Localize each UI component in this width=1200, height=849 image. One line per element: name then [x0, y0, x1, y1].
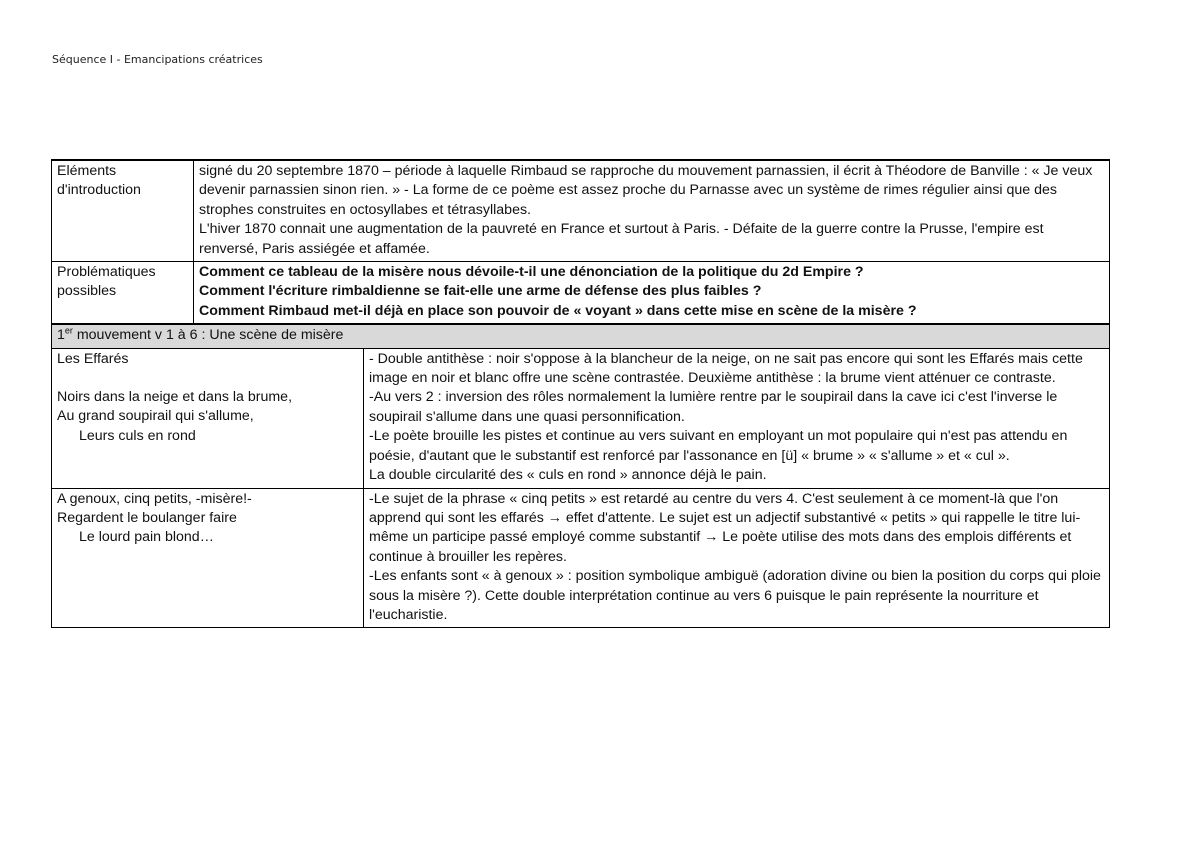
blank-line — [57, 369, 358, 388]
poem-line-indented: Leurs culs en rond — [79, 427, 196, 444]
poem-line: A genoux, cinq petits, -misère!- — [57, 490, 252, 507]
introduction-paragraph: L'hiver 1870 connait une augmentation de la pauvreté en France et surtout à Paris. - Défaite de la guerre contre la Prusse, l'empire est renversé, Paris assiégée et affamée. — [199, 221, 1044, 257]
poem-excerpt — [52, 348, 364, 488]
analysis-cell — [364, 348, 1110, 488]
poem-title: Les Effarés — [57, 350, 129, 367]
introduction-row — [52, 160, 1110, 262]
verse-row-2 — [52, 488, 1110, 628]
question-line: Comment Rimbaud met-il déjà en place son pouvoir de « voyant » dans cette mise en scène de la misère ? — [199, 302, 917, 319]
analysis-paragraph: -Le poète brouille les pistes et continue au vers suivant en employant un mot populaire qui n'est pas attendu en poésie, d'autant que le substantif est renforcé par l'assonance en [ü] « brume » « s'allume » et « cul ». — [369, 428, 1068, 464]
problematiques-row — [52, 262, 1110, 325]
movement-title: mouvement v 1 à 6 : Une scène de misère — [72, 327, 344, 344]
movement-number: 1 — [57, 327, 65, 344]
analysis-paragraph: -Au vers 2 : inversion des rôles normalement la lumière rentre par le soupirail dans la cave ici c'est l'inverse le soupirail s'allume dans une quasi personnification. — [369, 389, 1058, 425]
analysis-paragraph: - Double antithèse : noir s'oppose à la blancheur de la neige, on ne sait pas encore qui sont les Effarés mais cette image en noir et blanc offre une scène contrastée. Deuxième antithèse : la brume vient atténuer ce contraste. — [369, 350, 1083, 387]
problematiques-questions — [194, 262, 1110, 325]
introduction-text — [194, 160, 1110, 262]
poem-line: Au grand soupirail qui s'allume, — [57, 408, 254, 425]
movement-superscript: er — [64, 325, 73, 336]
movement-row — [52, 324, 1110, 348]
poem-line: Regardent le boulanger faire — [57, 509, 237, 526]
question-line: Comment ce tableau de la misère nous dévoile-t-il une dénonciation de la politique du 2d Empire ? — [199, 264, 864, 281]
introduction-paragraph: signé du 20 septembre 1870 – période à laquelle Rimbaud se rapproche du mouvement parnassien, il écrit à Théodore de Banville : « Je veux devenir parnassien sinon rien. » - La forme de ce poème est assez proche du Parnasse avec un système de rimes régulier ainsi que des strophes construites en octosyllabes et tétrasyllabes. — [199, 163, 1093, 218]
movement-heading — [52, 324, 1110, 348]
analysis-paragraph: La double circularité des « culs en rond » annonce déjà le pain. — [369, 467, 767, 484]
verse-row-1 — [52, 348, 1110, 488]
page-header: Séquence I - Emancipations créatrices — [52, 53, 263, 66]
poem-excerpt — [52, 488, 364, 628]
poem-line: Noirs dans la neige et dans la brume, — [57, 389, 293, 406]
question-line: Comment l'écriture rimbaldienne se fait-elle une arme de défense des plus faibles ? — [199, 283, 762, 300]
analysis-paragraph: -Les enfants sont « à genoux » : position symbolique ambiguë (adoration divine ou bien la position du corps qui ploie sous la misère ?). Cette double interprétation continue au vers 6 puisque le pain représente la nourriture et l'eucharistie. — [369, 568, 1101, 623]
introduction-label: Eléments d'introduction — [52, 160, 194, 262]
analysis-cell — [364, 488, 1110, 628]
analysis-table — [51, 159, 1110, 628]
poem-line-indented: Le lourd pain blond… — [79, 529, 214, 546]
analysis-paragraph: -Le sujet de la phrase « cinq petits » est retardé au centre du vers 4. C'est seulement à ce moment-là que l'on apprend qui sont les effarés → effet d'attente. Le sujet est un adjectif substantivé « petits » qui rappelle le titre lui-même un participe passé employé comme substantif → Le poète utilise des mots dans des emplois différents et continue à brouiller les repères. — [369, 490, 1081, 565]
problematiques-label: Problématiques possibles — [52, 262, 194, 325]
